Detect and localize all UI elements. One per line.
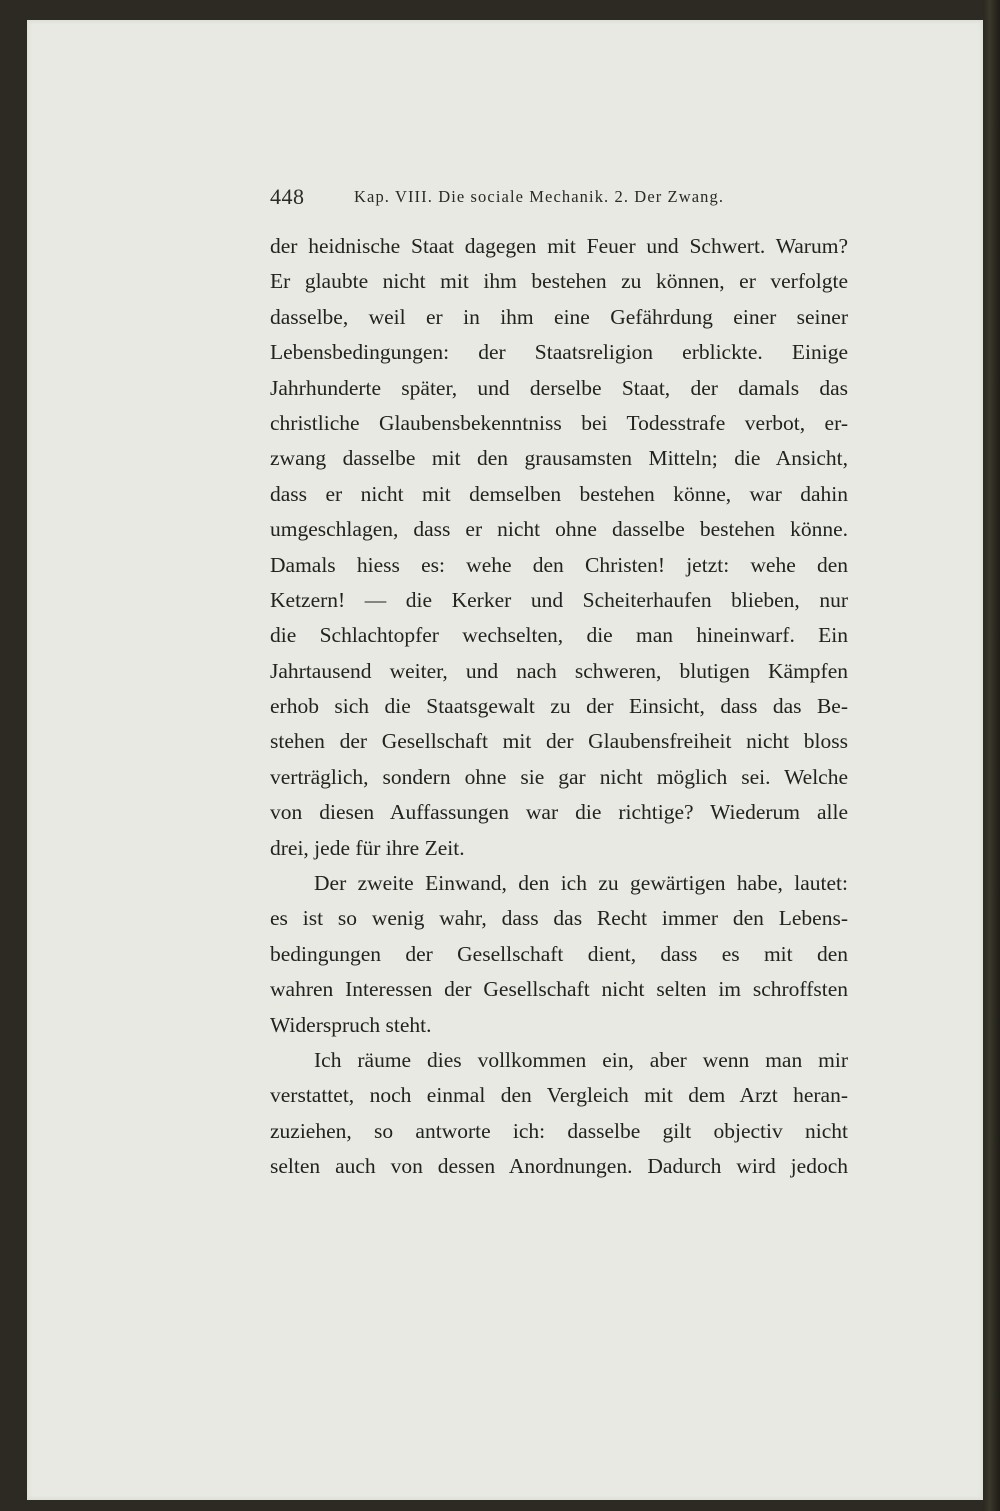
text-line: Er glaubte nicht mit ihm bestehen zu können, er verfolgte [270, 269, 848, 294]
body-text [270, 229, 848, 1185]
text-line: Der zweite Einwand, den ich zu gewärtigen habe, lautet: [314, 871, 848, 896]
text-line: wahren Interessen der Gesellschaft nicht selten im schroffsten [270, 977, 848, 1002]
text-line: der heidnische Staat dagegen mit Feuer und Schwert. Warum? [270, 234, 848, 258]
text-line: Ich räume dies vollkommen ein, aber wenn man mir [314, 1047, 848, 1072]
text-line: verträglich, sondern ohne sie gar nicht möglich sei. Welche [270, 764, 848, 789]
text-line: drei, jede für ihre Zeit. [270, 835, 465, 860]
text-line: zwang dasselbe mit den grausamsten Mitteln; die Ansicht, [270, 446, 848, 471]
text-line: selten auch von dessen Anordnungen. Dadurch wird jedoch [270, 1154, 848, 1179]
text-line: Damals hiess es: wehe den Christen! jetzt: wehe den [270, 552, 848, 577]
text-line: dasselbe, weil er in ihm eine Gefährdung einer seiner [270, 304, 848, 329]
text-line: christliche Glaubensbekenntniss bei Todesstrafe verbot, er- [270, 410, 848, 435]
text-line: umgeschlagen, dass er nicht ohne dasselbe bestehen könne. [270, 517, 848, 542]
text-line: zuziehen, so antworte ich: dasselbe gilt objectiv nicht [270, 1118, 848, 1143]
page-number: 448 [270, 184, 305, 209]
text-line: erhob sich die Staatsgewalt zu der Einsicht, dass das Be- [270, 694, 848, 719]
text-line: Lebensbedingungen: der Staatsreligion erblickte. Einige [270, 340, 848, 365]
text-line: es ist so wenig wahr, dass das Recht immer den Lebens- [270, 906, 848, 931]
binding-edge [983, 0, 1000, 1511]
running-head: Kap. VIII. Die sociale Mechanik. 2. Der Zwang. [354, 187, 725, 206]
text-line: von diesen Auffassungen war die richtige? Wiederum alle [270, 800, 848, 825]
text-line: bedingungen der Gesellschaft dient, dass es mit den [270, 941, 848, 966]
text-line: verstattet, noch einmal den Vergleich mit dem Arzt heran- [270, 1083, 848, 1108]
text-line: Jahrtausend weiter, und nach schweren, blutigen Kämpfen [270, 658, 848, 683]
text-line: Widerspruch steht. [270, 1012, 432, 1037]
text-line: stehen der Gesellschaft mit der Glaubensfreiheit nicht bloss [270, 729, 848, 754]
text-line: die Schlachtopfer wechselten, die man hineinwarf. Ein [270, 623, 848, 648]
text-line: Ketzern! — die Kerker und Scheiterhaufen blieben, nur [270, 587, 848, 612]
page-header [270, 182, 850, 212]
text-line: Jahrhunderte später, und derselbe Staat, der damals das [270, 375, 848, 400]
text-line: dass er nicht mit demselben bestehen könne, war dahin [270, 481, 848, 506]
